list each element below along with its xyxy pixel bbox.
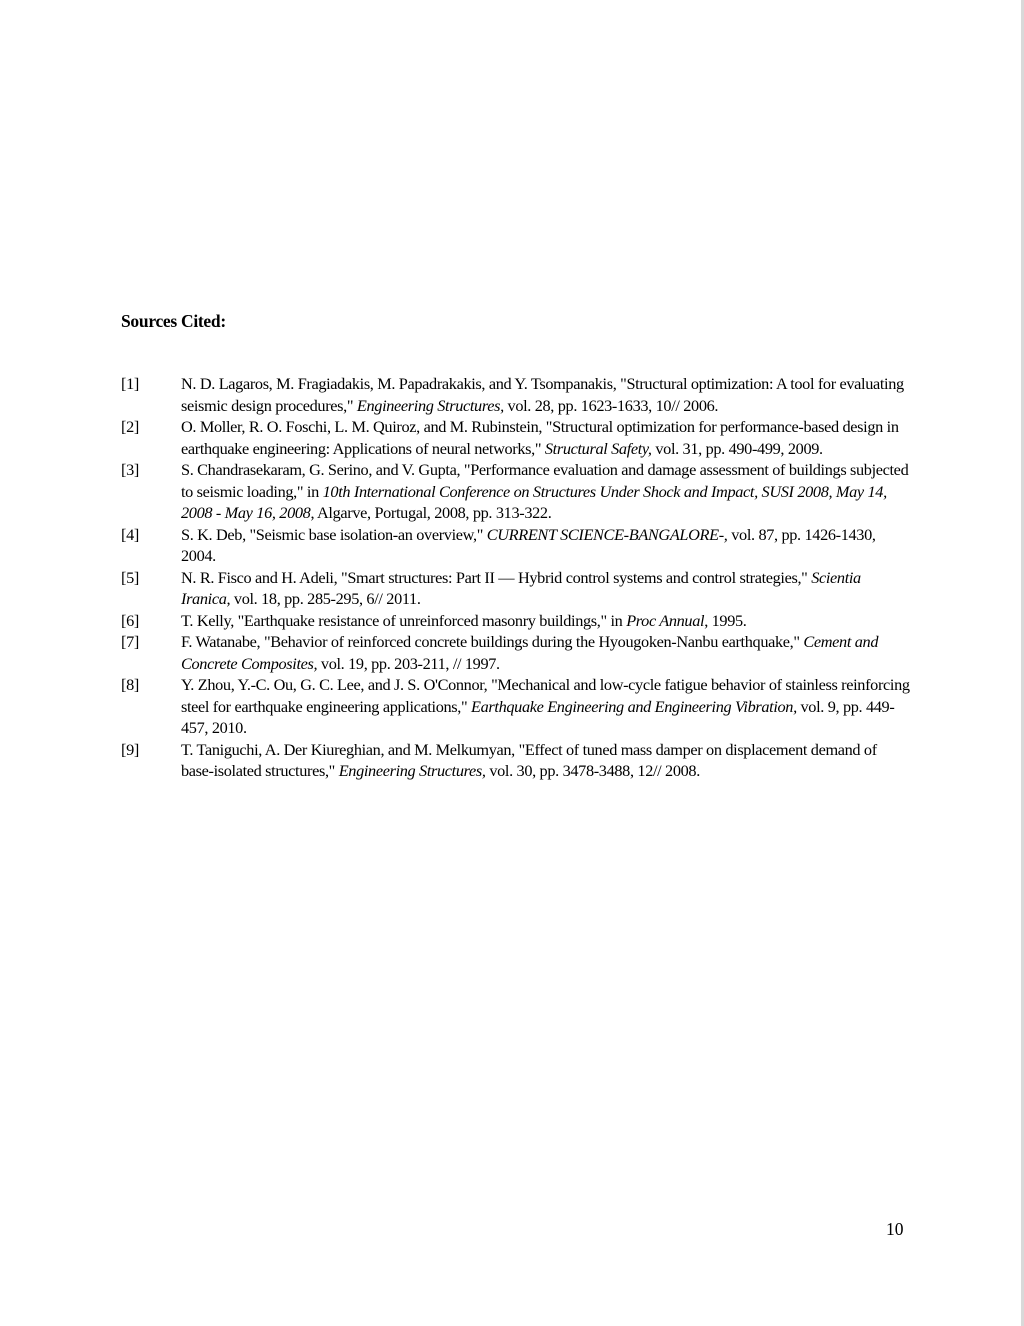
reference-authors-title: Y. Zhou, Y.-C. Ou, G. C. Lee, and J. S. O'Connor, "Mechanical and low-cycle fatigue behavior of stainless reinforcing steel for earthquake engineering applications," xyxy=(181,675,910,716)
reference-item xyxy=(121,524,911,567)
reference-number: [3] xyxy=(121,460,139,479)
reference-venue: Scientia Iranica, xyxy=(181,567,861,608)
reference-number: [7] xyxy=(121,632,139,651)
reference-venue: Cement and Concrete Composites, xyxy=(181,632,879,673)
reference-number: [1] xyxy=(121,374,139,393)
reference-details: , Algarve, Portugal, 2008, pp. 313-322. xyxy=(310,503,552,522)
reference-text xyxy=(181,416,911,459)
reference-authors-title: N. R. Fisco and H. Adeli, "Smart structures: Part II — Hybrid control systems and control strategies," xyxy=(181,567,812,587)
reference-venue: CURRENT SCIENCE-BANGALORE-, xyxy=(486,524,728,544)
reference-text xyxy=(181,674,911,739)
reference-details: vol. 19, pp. 203-211, // 1997. xyxy=(317,653,500,673)
reference-authors-title: T. Kelly, "Earthquake resistance of unreinforced masonry buildings," in xyxy=(181,610,627,630)
reference-item xyxy=(121,459,911,524)
reference-text xyxy=(181,459,911,524)
reference-list xyxy=(121,373,911,782)
reference-details: , 1995. xyxy=(704,610,747,630)
reference-number: [6] xyxy=(121,610,139,630)
reference-number: [5] xyxy=(121,567,139,587)
reference-venue: 10th International Conference on Structures Under Shock and Impact, SUSI 2008, May 14, 2008 - May 16, 2008 xyxy=(181,481,887,522)
reference-item xyxy=(121,567,911,610)
page-number: 10 xyxy=(886,1219,904,1239)
reference-text xyxy=(181,567,911,610)
reference-text xyxy=(181,631,911,674)
reference-venue: Engineering Structures, xyxy=(356,395,504,415)
reference-number: [4] xyxy=(121,524,139,544)
reference-authors-title: N. D. Lagaros, M. Fragiadakis, M. Papadrakakis, and Y. Tsompanakis, "Structural optimization: A tool for evaluating seismic design procedures," xyxy=(181,374,904,415)
reference-details: vol. 87, pp. 1426-1430, 2004. xyxy=(181,524,876,565)
reference-text xyxy=(181,739,911,782)
reference-venue: Structural Safety, xyxy=(544,438,652,458)
reference-details: vol. 18, pp. 285-295, 6// 2011. xyxy=(230,589,421,608)
reference-authors-title: O. Moller, R. O. Foschi, L. M. Quiroz, and M. Rubinstein, "Structural optimization for performance-based design in earthquake engineering: Applications of neural networks," xyxy=(181,417,899,458)
reference-authors-title: F. Watanabe, "Behavior of reinforced concrete buildings during the Hyougoken-Nanbu earthquake," xyxy=(181,632,804,651)
reference-details: vol. 31, pp. 490-499, 2009. xyxy=(651,438,823,458)
reference-number: [2] xyxy=(121,417,139,436)
reference-item xyxy=(121,416,911,459)
reference-venue: Engineering Structures, xyxy=(338,761,486,780)
reference-venue: Earthquake Engineering and Engineering Vibration, xyxy=(471,696,797,716)
section-heading: Sources Cited: xyxy=(121,311,226,331)
reference-number: [9] xyxy=(121,739,139,759)
reference-text xyxy=(181,610,911,632)
reference-number: [8] xyxy=(121,675,139,694)
reference-item xyxy=(121,610,911,632)
reference-details: vol. 9, pp. 449-457, 2010. xyxy=(181,696,895,737)
reference-details: vol. 28, pp. 1623-1633, 10// 2006. xyxy=(503,395,719,415)
reference-item xyxy=(121,739,911,782)
reference-item xyxy=(121,373,911,416)
reference-text xyxy=(181,524,911,567)
reference-details: vol. 30, pp. 3478-3488, 12// 2008. xyxy=(485,761,700,780)
reference-item xyxy=(121,631,911,674)
reference-venue: Proc Annual xyxy=(626,610,705,630)
reference-authors-title: S. K. Deb, "Seismic base isolation-an overview," xyxy=(181,524,487,544)
reference-authors-title: T. Taniguchi, A. Der Kiureghian, and M. Melkumyan, "Effect of tuned mass damper on displacement demand of base-isolated structures," xyxy=(181,739,877,780)
reference-authors-title: S. Chandrasekaram, G. Serino, and V. Gupta, "Performance evaluation and damage assessment of buildings subjected to seismic loading," in xyxy=(181,460,909,501)
reference-text xyxy=(181,373,911,416)
reference-item xyxy=(121,674,911,739)
